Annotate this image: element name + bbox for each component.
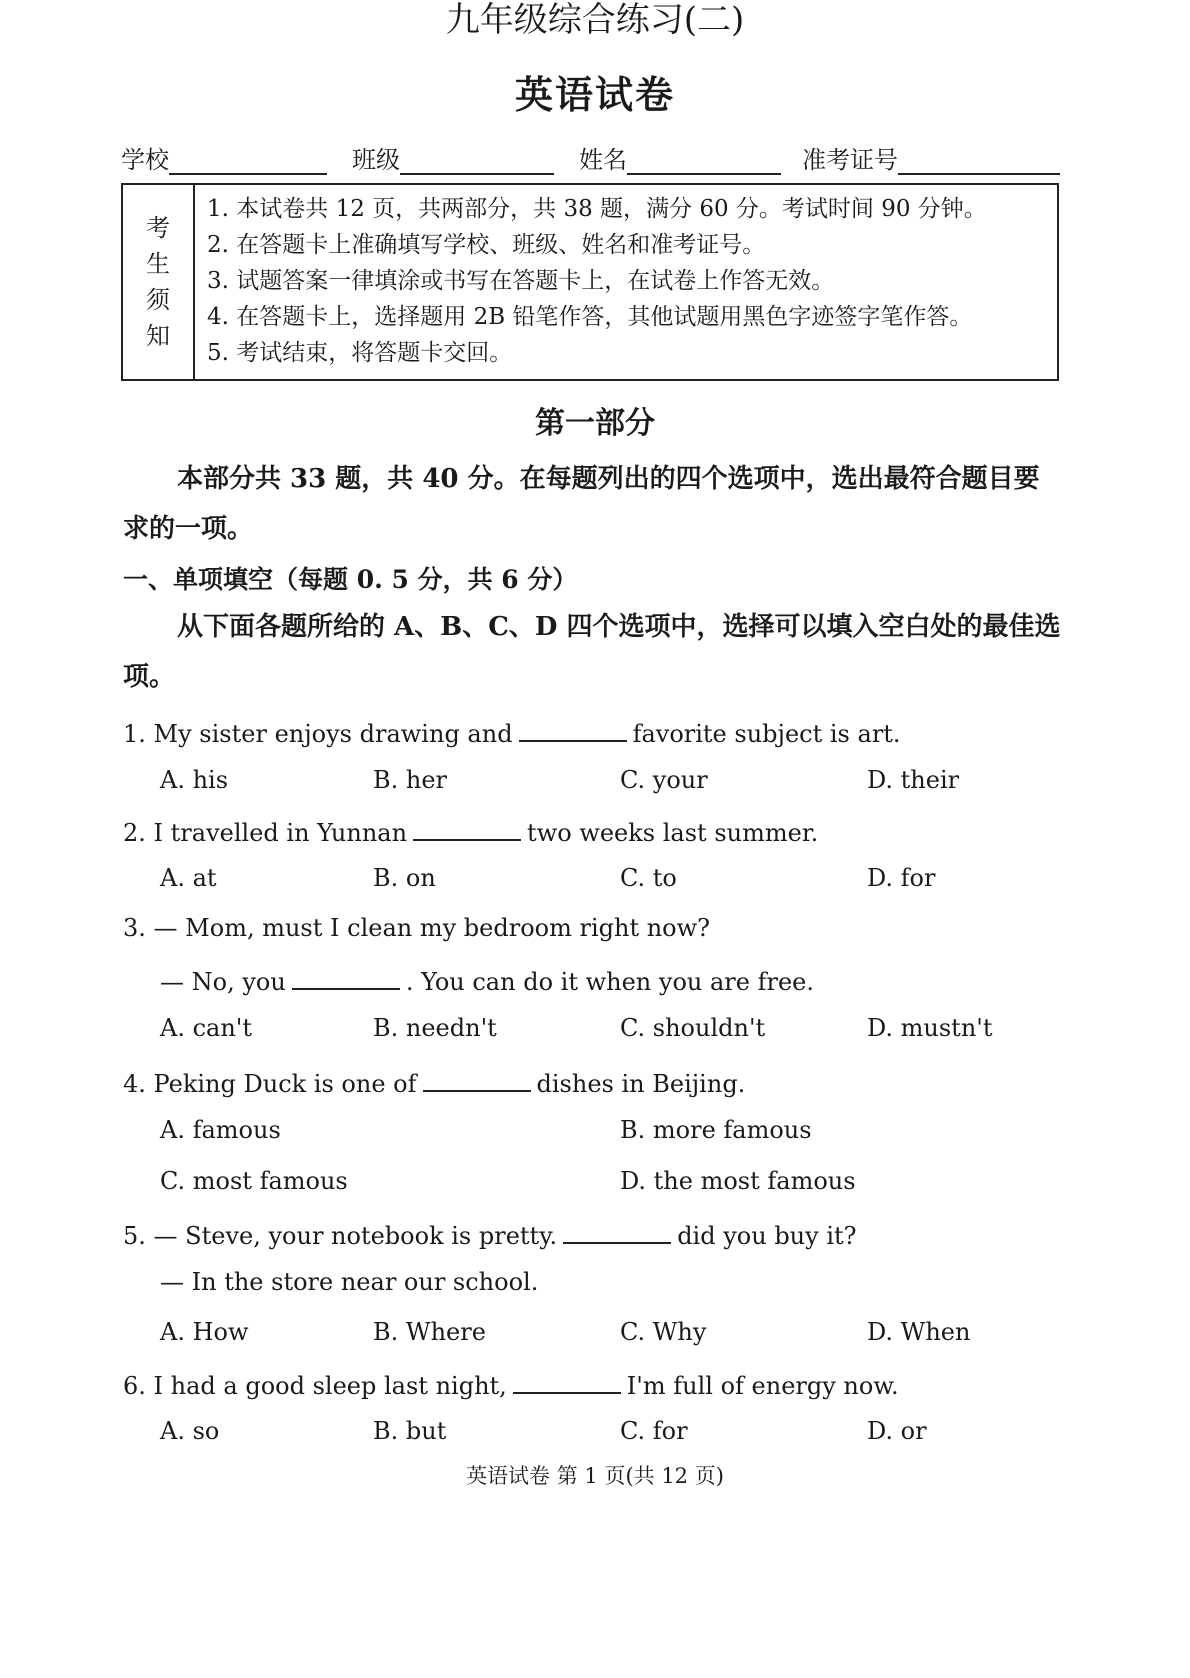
question-6	[123, 1368, 899, 1400]
section-instruction: 从下面各题所给的 A、B、C、D 四个选项中，选择可以填入空白处的最佳选项。	[123, 612, 1061, 692]
notice-label-char: 知	[146, 322, 170, 350]
question-number: 5.	[123, 1222, 146, 1250]
option-b[interactable]: B. her	[373, 766, 448, 794]
answer-blank	[519, 716, 627, 742]
part-intro: 本部分共 33 题，共 40 分。在每题列出的四个选项中，选出最符合题目要求的一项。	[123, 464, 1040, 544]
question-number: 4.	[123, 1070, 146, 1098]
question-3	[123, 914, 710, 942]
question-text: dishes in Beijing.	[536, 1070, 746, 1098]
exam-number-field[interactable]	[802, 140, 1060, 175]
question-4	[123, 1066, 745, 1098]
school-line	[169, 147, 327, 175]
question-text: I travelled in Yunnan	[153, 819, 408, 847]
question-text: My sister enjoys drawing and	[153, 720, 513, 748]
question-3-line-2	[160, 964, 814, 996]
option-d[interactable]: D. mustn't	[867, 1014, 993, 1042]
option-b[interactable]: B. but	[373, 1417, 447, 1445]
answer-blank	[513, 1368, 621, 1394]
option-d[interactable]: D. their	[867, 766, 960, 794]
notice-list	[207, 191, 987, 371]
notice-box	[121, 183, 1059, 381]
school-field[interactable]	[121, 140, 327, 175]
question-text: I had a good sleep last night,	[153, 1372, 507, 1400]
option-a[interactable]: A. How	[160, 1318, 249, 1346]
notice-label-char: 生	[146, 250, 170, 278]
exam-title: 九年级综合练习(二)	[445, 0, 745, 40]
part-title: 第一部分	[535, 406, 655, 441]
question-text: two weeks last summer.	[527, 819, 819, 847]
exam-number-label: 准考证号	[802, 146, 898, 174]
question-1	[123, 716, 901, 748]
option-a[interactable]: A. at	[160, 864, 217, 892]
exam-number-line	[898, 147, 1060, 175]
notice-label	[123, 185, 195, 379]
option-d[interactable]: D. the most famous	[620, 1167, 856, 1195]
answer-blank	[292, 964, 400, 990]
option-c[interactable]: C. for	[620, 1417, 688, 1445]
question-number: 3.	[123, 914, 146, 942]
question-text: . You can do it when you are free.	[405, 968, 814, 996]
option-b[interactable]: B. on	[373, 864, 436, 892]
question-text: did you buy it?	[677, 1222, 857, 1250]
school-label: 学校	[121, 146, 169, 174]
option-b[interactable]: B. Where	[373, 1318, 486, 1346]
question-text: Peking Duck is one of	[153, 1070, 417, 1098]
option-a[interactable]: A. famous	[160, 1116, 281, 1144]
option-c[interactable]: C. to	[620, 864, 677, 892]
page-footer: 英语试卷 第 1 页(共 12 页)	[466, 1464, 724, 1488]
name-label: 姓名	[579, 146, 627, 174]
option-a[interactable]: A. his	[160, 766, 229, 794]
question-number: 6.	[123, 1372, 146, 1400]
option-b[interactable]: B. more famous	[620, 1116, 812, 1144]
notice-item: 2. 在答题卡上准确填写学校、班级、姓名和准考证号。	[207, 232, 766, 258]
class-field[interactable]	[352, 140, 554, 175]
question-text: favorite subject is art.	[632, 720, 901, 748]
option-a[interactable]: A. can't	[160, 1014, 253, 1042]
paper-title: 英语试卷	[514, 72, 675, 117]
question-number: 2.	[123, 819, 146, 847]
question-number: 1.	[123, 720, 146, 748]
section-title: 一、单项填空（每题 0. 5 分，共 6 分）	[123, 565, 578, 594]
notice-item: 5. 考试结束，将答题卡交回。	[207, 340, 513, 366]
option-c[interactable]: C. your	[620, 766, 708, 794]
name-line	[627, 147, 781, 175]
option-c[interactable]: C. shouldn't	[620, 1014, 766, 1042]
option-d[interactable]: D. or	[867, 1417, 927, 1445]
notice-item: 1. 本试卷共 12 页，共两部分，共 38 题，满分 60 分。考试时间 90 分钟。	[207, 196, 987, 222]
question-text: — Mom, must I clean my bedroom right now?	[153, 914, 711, 942]
notice-label-char: 考	[146, 214, 170, 242]
option-d[interactable]: D. When	[867, 1318, 971, 1346]
question-5-line-2: — In the store near our school.	[160, 1268, 539, 1296]
question-text: — No, you	[160, 968, 286, 996]
answer-blank	[563, 1218, 671, 1244]
question-text: I'm full of energy now.	[626, 1372, 899, 1400]
name-field[interactable]	[579, 140, 781, 175]
answer-blank	[423, 1066, 531, 1092]
answer-blank	[413, 815, 521, 841]
question-text: — Steve, your notebook is pretty.	[153, 1222, 558, 1250]
notice-label-char: 须	[146, 286, 170, 314]
notice-item: 4. 在答题卡上，选择题用 2B 铅笔作答，其他试题用黑色字迹签字笔作答。	[207, 304, 973, 330]
question-5	[123, 1218, 857, 1250]
option-d[interactable]: D. for	[867, 864, 936, 892]
option-b[interactable]: B. needn't	[373, 1014, 497, 1042]
notice-item: 3. 试题答案一律填涂或书写在答题卡上，在试卷上作答无效。	[207, 268, 835, 294]
option-c[interactable]: C. Why	[620, 1318, 707, 1346]
option-a[interactable]: A. so	[160, 1417, 220, 1445]
class-line	[400, 147, 554, 175]
option-c[interactable]: C. most famous	[160, 1167, 348, 1195]
class-label: 班级	[352, 146, 400, 174]
question-2	[123, 815, 818, 847]
